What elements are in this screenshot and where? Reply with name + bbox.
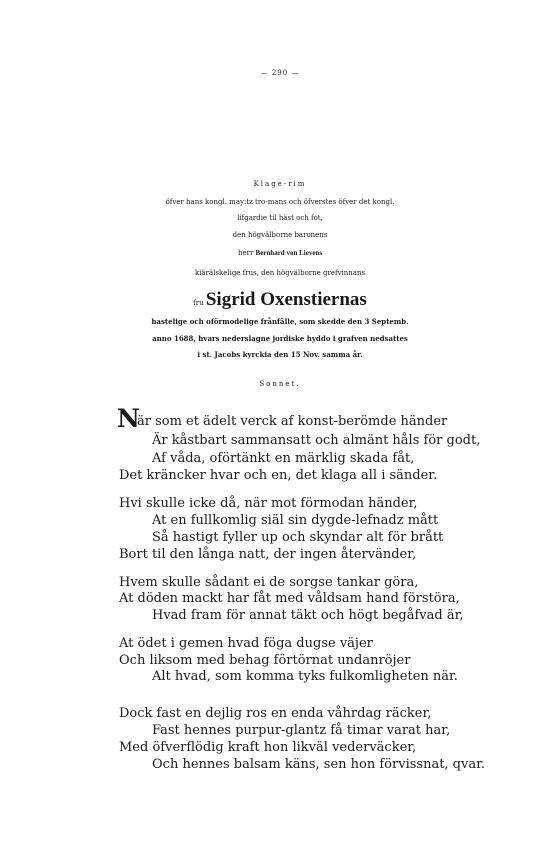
- verse-line: Alt hvad, som komma tyks fulkomligheten när.: [152, 669, 458, 684]
- verse-line: Bort til den långa natt, der ingen återvänder,: [119, 547, 417, 562]
- verse-line: Hvad fram för annat täkt och högt begåfvad är,: [152, 608, 464, 623]
- herr-name: Bernhard von Lievens: [255, 249, 323, 257]
- verse-line: At en fullkomlig siäl sin dygde-lefnadz mått: [152, 513, 439, 528]
- verse-line: Det kräncker hvar och en, det klaga all i sänder.: [119, 468, 438, 483]
- verse-line-1: är som et ädelt verck af konst-berömde händer: [137, 414, 448, 429]
- verse-line: Är kåstbart sammansatt och almänt håls för godt,: [152, 433, 481, 448]
- verse-line: Hvem skulle sådant ei de sorgse tankar göra,: [119, 575, 419, 590]
- heading-fru-line: [0, 290, 560, 309]
- verse-line: Så hastigt fyller up och skyndar alt för brått: [152, 530, 444, 545]
- drop-cap: N: [117, 404, 140, 433]
- heading-tail-2: anno 1688, hvars nederslagne jordiske hyddo i grafven nedsattes: [152, 334, 408, 343]
- verse-line: At döden mackt har fåt med våldsam hand förstöra,: [119, 591, 460, 606]
- verse-line: Hvi skulle icke då, när mot förmodan händer,: [119, 496, 418, 511]
- page-number: — 290 —: [260, 69, 300, 77]
- herr-prefix: herr: [237, 249, 254, 257]
- fru-name: Sigrid Oxenstiernas: [205, 289, 367, 310]
- verse-line: Och liksom med behag förtörnat undanröjer: [119, 653, 411, 668]
- heading-herr-line: [0, 250, 560, 257]
- poem-title: Klage-rim: [253, 180, 307, 188]
- heading-line-after-name: kiärälskelige frus, den högvälborne grefvinnans: [194, 269, 366, 277]
- verse-line: Och hennes balsam käns, sen hon förvissnat, qvar.: [152, 757, 486, 772]
- verse-line: Fast hennes purpur-glantz få timar varat har,: [152, 723, 451, 738]
- verse-line: At ödet i gemen hvad föga dugse väjer: [119, 636, 373, 651]
- verse-line: Af våda, oförtänkt en märklig skada fåt,: [152, 451, 415, 466]
- sonnet-label: Sonnet.: [259, 380, 301, 388]
- heading-tail-1: hastelige och oförmodelige frånfälle, som skedde den 3 Septemb.: [151, 317, 409, 326]
- heading-line-2: lifgardie til häst och fot,: [237, 214, 323, 222]
- heading-line-3: den högvälborne baronens: [232, 231, 328, 239]
- heading-line-1: öfver hans kongl. may:tz tro-mans och öfverstes öfver det kongl.: [165, 198, 395, 206]
- fru-prefix: fru: [193, 299, 204, 307]
- verse-line: Med öfverflödig kraft hon likväl vederväcker,: [119, 740, 417, 755]
- verse-line: Dock fast en dejlig ros en enda våhrdag räcker,: [119, 706, 432, 721]
- heading-tail-3: i st. Jacobs kyrckia den 15 Nov. samma år.: [197, 350, 363, 359]
